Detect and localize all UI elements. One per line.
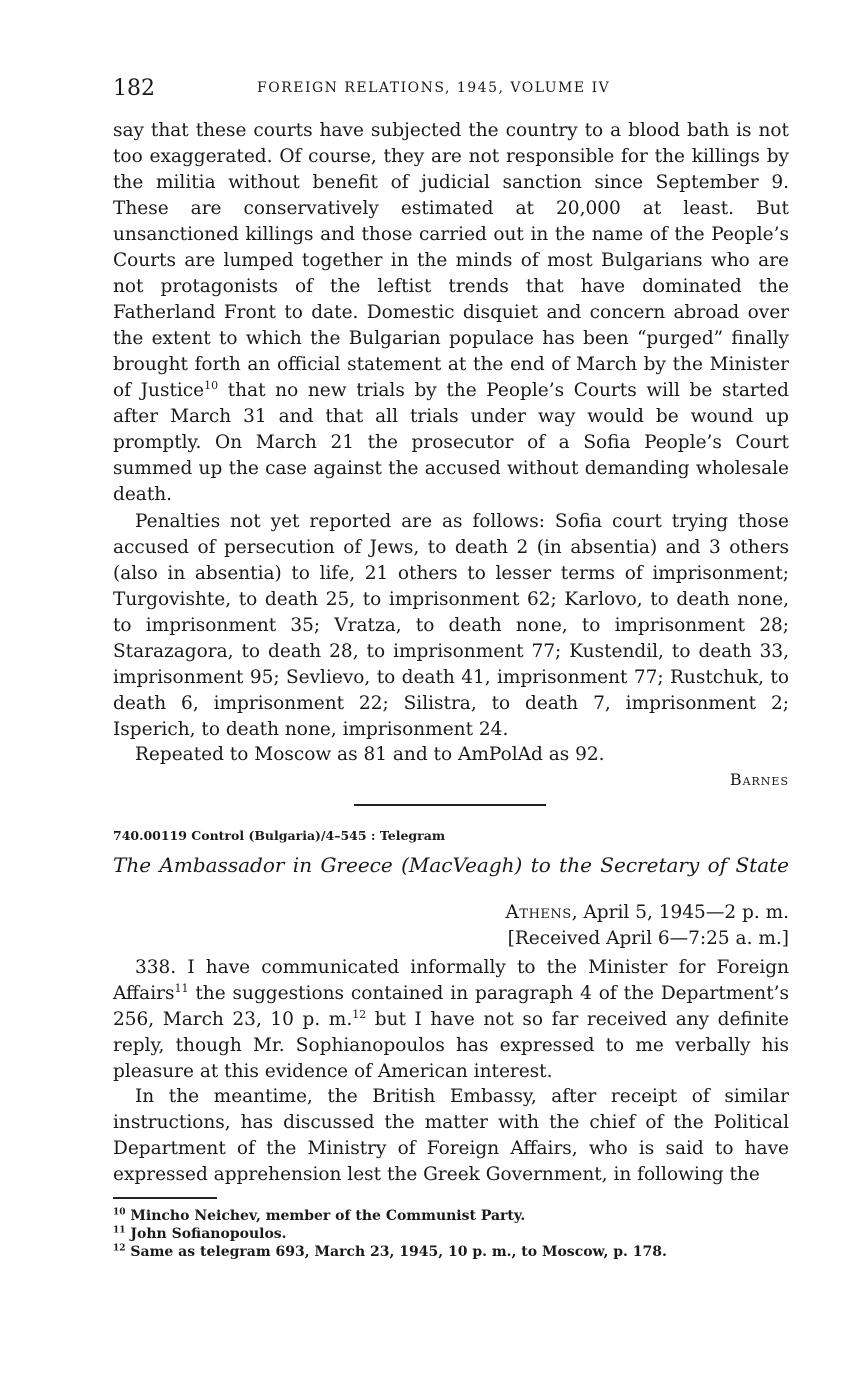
- page-header: [113, 76, 789, 104]
- file-reference: 740.00119 Control (Bulgaria)/4–545 : Telegram: [113, 828, 446, 843]
- footnote-ref-12: 12: [352, 1007, 367, 1021]
- signature: Barnes: [729, 770, 789, 789]
- paragraph-text-end: but I have not so far received any definite reply, though Mr. Sophianopoulos has expressed to me verbally his pleasure at this evidence of American interest.: [113, 1009, 790, 1082]
- footnote-ref-10: 10: [204, 378, 219, 392]
- footnote-rule: [113, 1197, 217, 1199]
- footnotes: [113, 1207, 667, 1261]
- paragraph-text: Penalties not yet reported are as follows: Sofia court trying those accused of persecution of Jews, to death 2 (in absentia) and 3 others (also in absentia) to life, 21 others to lesser terms of imprisonment; Turgovishte, to death 25, to imprisonment 62; Karlovo, to death none, to imprisonment 35; Vratza, to death none, to imprisonment 28; Starazagora, to death 28, to imprisonment 77; Kustendil, to death 33, imprisonment 95; Sevlievo, to death 41, imprisonment 77; Rustchuk, to death 6, imprisonment 22; Silistra, to death 7, imprisonment 2; Isperich, to death none, imprisonment 24.: [113, 511, 789, 740]
- paragraph-text: say that these courts have subjected the country to a blood bath is not too exaggerated. Of course, they are not responsible for the killings by the militia without benefit of judicial sanction since September 9. These are conservatively estimated at 20,000 at least. But unsanctioned killings and those carried out in the name of the People’s Courts are lumped together in the minds of most Bulgarians who are not protagonists of the leftist trends that have dominated the Fatherland Front to date. Domestic disquiet and concern abroad over the extent to which the Bulgarian populace has been “purged” finally brought forth an official statement at the end of March by the Minister of Justice: [113, 120, 789, 401]
- footnote-text: Mincho Neichev, member of the Communist Party.: [125, 1208, 526, 1224]
- paragraph-courts: [113, 118, 789, 508]
- footnote-text: Same as telegram 693, March 23, 1945, 10 p. m., to Moscow, p. 178.: [125, 1244, 667, 1260]
- footnote-12: [113, 1243, 667, 1261]
- running-head: FOREIGN RELATIONS, 1945, VOLUME IV: [257, 80, 611, 96]
- paragraph-penalties: [113, 509, 789, 743]
- received-line: [Received April 6—7:25 a. m.]: [507, 928, 789, 949]
- paragraph-text-cont: the suggestions contained in paragraph 4 of the Department’s 256, March 23, 10 p. m.: [113, 983, 789, 1030]
- paragraph-text-cont: that no new trials by the People’s Courts will be started after March 31 and that all trials under way would be wound up promptly. On March 21 the prosecutor of a Sofia People’s Court summed up the case against the accused without demanding wholesale death.: [113, 380, 789, 505]
- paragraph-repeated: [113, 742, 789, 768]
- paragraph-text: 338. I have communicated informally to the Minister for Foreign Affairs: [113, 957, 789, 1004]
- document-title: The Ambassador in Greece (MacVeagh) to the Secretary of State: [113, 853, 789, 877]
- section-divider: [354, 804, 546, 806]
- dateline-city: Athens: [505, 902, 572, 923]
- paragraph-telegram-338: [113, 955, 789, 1085]
- footnote-ref-11: 11: [174, 981, 189, 995]
- dateline: [460, 900, 789, 952]
- paragraph-text: Repeated to Moscow as 81 and to AmPolAd as 92.: [135, 744, 605, 765]
- footnote-text: John Sofianopoulos.: [125, 1226, 287, 1242]
- footnote-11: [113, 1225, 667, 1243]
- paragraph-british-embassy: [113, 1084, 789, 1188]
- footnote-number: 10: [113, 1207, 126, 1218]
- paragraph-text: In the meantime, the British Embassy, after receipt of similar instructions, has discussed the matter with the chief of the Political Department of the Ministry of Foreign Affairs, who is said to have expressed apprehension lest the Greek Government, in following the: [113, 1086, 789, 1185]
- page-number: 182: [113, 76, 155, 101]
- footnote-number: 11: [113, 1225, 126, 1236]
- dateline-date: , April 5, 1945—2 p. m.: [571, 902, 789, 923]
- footnote-number: 12: [113, 1243, 126, 1254]
- footnote-10: [113, 1207, 667, 1225]
